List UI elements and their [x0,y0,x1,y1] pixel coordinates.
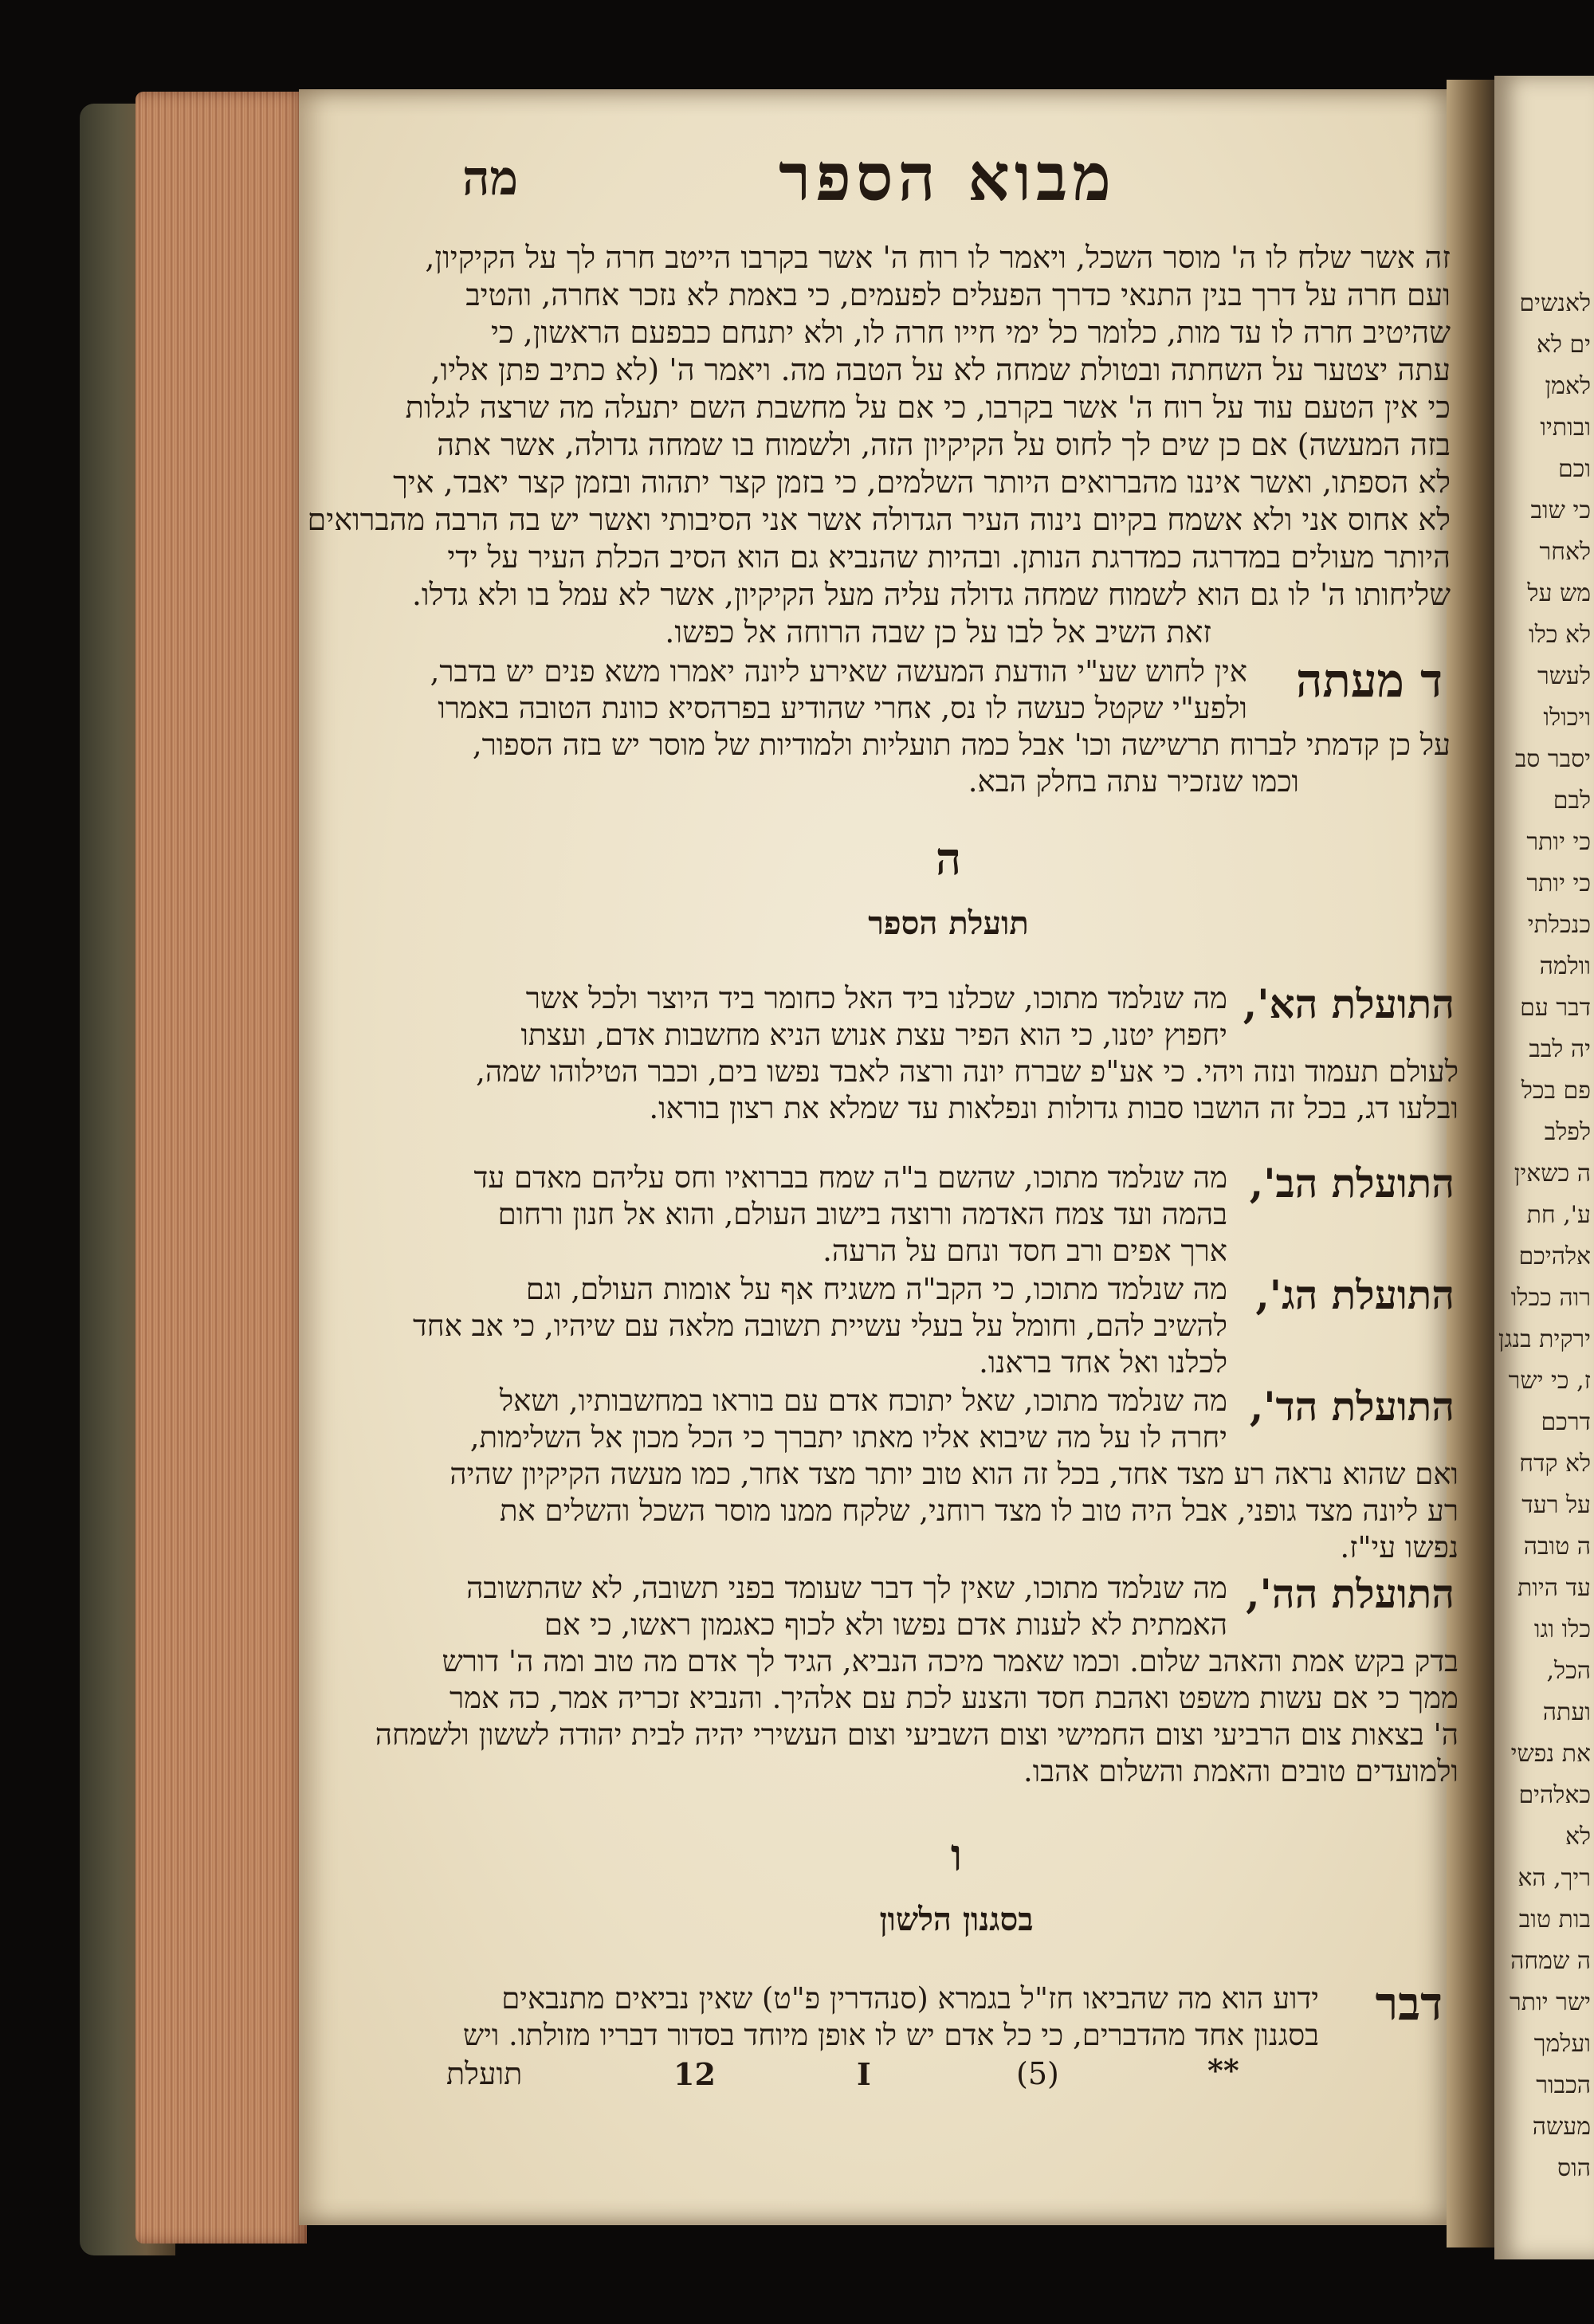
facing-page-fragment: הכל, [1546,1657,1591,1685]
lead-word-meata: ד מעתה [1295,654,1443,708]
facing-page-fragment: ה טובה [1523,1533,1591,1560]
facing-page-fragment: כי שוב [1530,497,1591,524]
facing-page-fragment: ויכולו [1543,704,1591,732]
text-line: בזה המעשה) אם כן שים לך לחוס על הקיקיון הזה, ולשמוח בו שמחה גדולה, אשר אתה [437,427,1451,462]
text-line: האמתית לא לענות אדם נפשו ולא לכוף כאגמון ראשו, כי אם [544,1608,1227,1642]
running-header [430,139,1435,227]
facing-page-fragment: לפלב [1544,1118,1591,1146]
facing-page-fragment: יה לבב [1529,1035,1591,1063]
section-title: תועלת הספר [868,905,1029,942]
section-number: ה [935,833,962,885]
facing-page-fragment: רוה ככלו [1510,1284,1591,1312]
text-line: לא אחוס אני ולא אשמח בקיום נינוה העיר הגדולה אשר אני הסיבותי ואשר יש בה הרבה מהברואים [307,502,1451,537]
text-line: ידוע הוא מה שהביאו חז"ל בגמרא (סנהדרין פ"ט) שאין נביאים מתנבאים [501,1981,1319,2016]
text-line: שהיטיב חרה לו עד מות, כלומר כל ימי חייו חרה לו, ולא יתנחם כבפעם הראשון, כי [491,315,1451,350]
facing-page-fragment: מעשה [1532,2113,1591,2141]
text-line: מה שנלמד מתוכו, שאין לך דבר שעומד בפני תשובה, לא שהתשובה [466,1571,1227,1605]
facing-page-fragment: ים לא [1536,331,1591,359]
facing-page-fragment: ז, כי ישר [1508,1367,1591,1395]
text-line: וכמו שנזכיר עתה בחלק הבא. [968,764,1299,799]
text-line: על כן קדמתי לברוח תרשישה וכו' אבל כמה תועליות ולמודיות של מוסר יש בזה הספור, [472,728,1451,762]
facing-page-fragment: לא כלו [1529,621,1591,649]
text-line: ממך כי אם עשות משפט ואהבת חסד והצנע לכת עם אלהיך. והנביא זכריה אמר, כה אמר [449,1681,1459,1715]
text-line: ואם שהוא נראה רע מצד אחד, בכל זה הוא טוב יותר מצד אחר, כמו מעשה הקיקיון שהיה [450,1457,1459,1491]
facing-page-fragment: אלהיכם [1518,1242,1591,1270]
text-line: כי אין הטעם עוד על רוח ה' אשר בקרבו, כי אם על מחשבת השם יתעלה מה שרצה לגלות [405,390,1451,425]
facing-page-fragment: ע', חת [1526,1201,1591,1229]
facing-page-fragment: כלו וגו [1533,1615,1591,1643]
facing-page-fragment: לא קדח [1519,1450,1591,1478]
facing-page-fragment: ה שמחה [1510,1947,1591,1975]
facing-page-fragment: כאלהים [1518,1781,1591,1809]
facing-page-fragment: לאמן [1545,372,1591,400]
language-paragraph [434,1981,1319,2054]
benefit-label: התועלת הה', [1246,1570,1455,1617]
text-line: מה שנלמד מתוכו, שהשם ב"ה שמח בברואיו וחס עליהם מאדם עד [473,1160,1227,1195]
facing-page-fragment: יסבר סב [1514,745,1591,773]
text-line: ועם חרה על דרך בנין התנאי כדרך הפעלים לפעמים, כי באמת לא נזכר אחרה, והטיב [465,277,1451,312]
text-line: היותר מעולים במדרגה כמדרגת הנותן. ובהיות שהנביא גם הוא הסיב הכלת העיר על ידי [447,540,1451,575]
facing-page-fragment: ריך, הא [1517,1864,1591,1892]
text-line: יחפוץ יטנו, כי הוא הפיר עצת אנוש הניא מחשבות אדם, ועצתו [520,1018,1227,1052]
running-title: מבוא הספר [779,139,1116,216]
facing-page-fragment: וכם [1557,455,1591,483]
maase-paragraph-cont [442,727,1451,800]
facing-page-fragment: הכבור [1536,2071,1591,2099]
signature-mark: I [857,2056,871,2092]
benefit-label: התועלת הג', [1255,1271,1455,1318]
text-line: עתה יצטער על השחתה ובטולת שמחה לא על הטבה מה. ויאמר ה' (לא כתיב פתן אליו, [430,352,1451,387]
section-title: בסגנון הלשון [879,1901,1034,1938]
text-line: זה אשר שלח לו ה' מוסר השכל, ויאמר לו רוח ה' אשר בקרבו הייטב חרה לך על הקיקיון, [425,240,1451,275]
text-line: שליחותו ה' לו גם הוא לשמוח שמחה גדולה עליה מעל הקיקיון, אשר לא עמל בו ולא גדלו. [411,577,1451,612]
signature-mark: ** [1207,2052,1239,2088]
facing-page-fragment: ובותיו [1540,414,1591,442]
facing-page-fragment: ועלמך [1533,2030,1591,2058]
facing-page-fragment: כנכלתי [1527,911,1591,939]
facing-page-fragment: ועתה [1542,1698,1591,1726]
facing-page-fragment: מש על [1527,579,1591,607]
section-number: ו [950,1829,963,1882]
facing-page-sliver [1494,76,1594,2259]
facing-page-fragment: כי יותר [1526,870,1591,897]
facing-page-fragment: כי יותר [1526,828,1591,856]
page-number: מה [462,151,519,206]
text-line: ה' בצאות צום הרביעי וצום החמישי וצום השביעי וצום העשירי יהיה לבית יהודה לששון ולשמחה [375,1717,1459,1752]
text-line: בדק בקש אמת והאהב שלום. וכמו שאמר מיכה הנביא, הגיד לך אדם מה טוב ומה ה' דורש [442,1644,1459,1678]
text-line: לא הספתו, ואשר איננו מהברואים היותר השלמים, כי בזמן קצר יתהוה ובזמן קצר יאבד, איך [393,465,1451,500]
facing-page-fragment: על רעד [1521,1491,1591,1519]
text-line: ולמועדים טובים והאמת והשלום אהבו. [1023,1754,1459,1788]
page-edges [135,92,307,2244]
facing-page-fragment: עד היות [1517,1574,1591,1602]
facing-page-fragment: וולמה [1539,952,1591,980]
facing-page-fragment: ירקית בנגן [1498,1325,1591,1353]
text-line: ובלעו דג, בכל זה הושבו סבות גדולות ונפלאות עד שמלא את רצון בוראו. [649,1091,1459,1125]
text-line: להשיב להם, וחומל על בעלי עשיית תשובה מלאה עם שיהיו, כי אב אחד [412,1309,1227,1343]
text-line: לעולם תעמוד ונזה ויהי. כי אע"פ שברח יונה ורצה לאבד נפשו בים, וכבר הטילוהו שמה, [476,1054,1459,1089]
text-line: לכלנו ואל אחד בראנו. [979,1345,1227,1380]
text-line: בסגנון אחד מהדברים, כי כל אדם יש לו אופן מיוחד בסדור דבריו מזולתו. ויש [462,2018,1319,2052]
facing-page-fragment: דרכם [1541,1408,1591,1436]
facing-page-fragment: לבם [1553,787,1591,815]
text-line: מה שנלמד מתוכו, כי הקב"ה משגיח אף על אומות העולם, וגם [525,1272,1227,1306]
benefit-label: התועלת הב', [1249,1160,1455,1207]
facing-page-fragment: לעשר [1537,662,1591,690]
text-line: ארך אפים ורב חסד ונחם על הרעה. [823,1234,1227,1268]
text-line: אין לחוש שע"י הודעת המעשה שאירע ליונה יאמרו משא פנים יש בדבר, [430,654,1247,689]
facing-page-fragment: את נפשי [1510,1740,1591,1768]
text-line: יחרה לו על מה שיבוא אליו מאתו יתברך כי הכל מכון אל השלימות, [469,1420,1227,1454]
text-line: מה שנלמד מתוכו, שכלנו ביד האל כחומר ביד היוצר ולכל אשר [525,981,1227,1015]
text-line: בהמה ועד צמח האדמה ורוצה בישוב העולם, והוא אל חנון ורחום [497,1197,1227,1231]
facing-page-fragment: לאנשים [1519,289,1591,317]
facing-page-fragment: פם בכל [1521,1077,1591,1105]
signature-mark: 12 [673,2056,716,2092]
benefit-label: התועלת הד', [1249,1383,1455,1430]
signature-mark: (5) [1016,2056,1059,2091]
benefit-label: התועלת הא', [1243,980,1455,1027]
facing-page-fragment: הוס [1557,2154,1591,2182]
text-line: מה שנלמד מתוכו, שאל יתוכח אדם עם בוראו במחשבותיו, ושאל [499,1384,1227,1418]
text-line: רע ליונה מצד גופני, אבל היה טוב לו מצד רוחני, שלקח ממנו מוסר השכל והשלים את [499,1494,1459,1528]
facing-page-fragment: לאחר [1539,538,1591,566]
facing-page-fragment: לא [1565,1823,1591,1851]
text-line: נפשו עי"ז. [1340,1530,1459,1564]
opening-paragraph [307,239,1451,651]
text-line: ולפע"י שקטל כעשה לו נס, אחרי שהודיע בפרהסיא כוונת הטובה באמרו [438,691,1247,725]
text-line: זאת השיב אל לבו על כן שבה הרוחה אל כפשו. [665,614,1211,650]
facing-page-fragment: בות טוב [1518,1906,1591,1933]
maase-paragraph [430,654,1247,727]
catchword: תועלת [446,2056,523,2091]
facing-page-fragment: ישר יותר [1510,1988,1591,2016]
lead-word-davar: דבר [1375,1977,1443,2031]
facing-page-fragment: דבר עם [1520,994,1591,1022]
facing-page-fragment: ה כשאין [1514,1160,1591,1188]
